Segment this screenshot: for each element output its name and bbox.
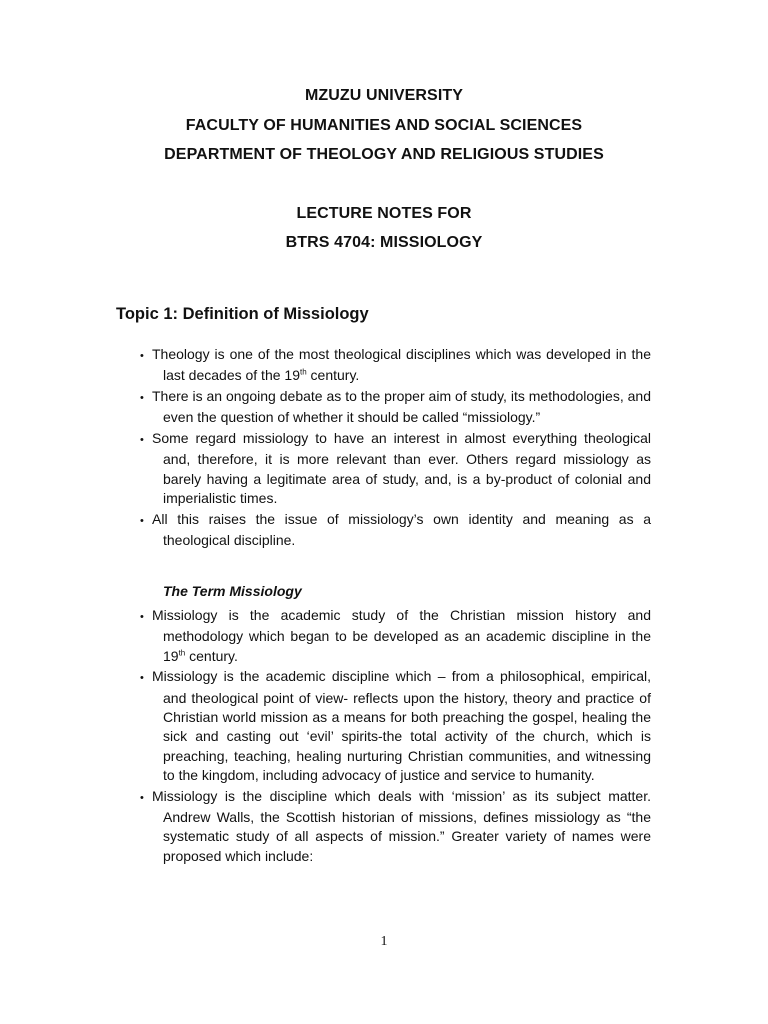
page-number: 1: [380, 934, 388, 949]
list-item: •Some regard missiology to have an interest in almost everything theological and, therefore, it is more relevant than ever. Others regard missiology as barely having a legitimate area of study, and, is a by-product of colonial and imperialistic times.: [163, 429, 651, 508]
term-missiology-heading: The Term Missiology: [163, 583, 302, 599]
bullet-icon: [140, 512, 152, 531]
bullet-icon: [140, 347, 152, 366]
course-code-title: BTRS 4704: MISSIOLOGY: [285, 234, 483, 251]
list-item: •Theology is one of the most theological disciplines which was developed in the last decades of the 19th century.: [163, 345, 651, 386]
bullet-icon: [140, 608, 152, 627]
topic-title: Topic 1: Definition of Missiology: [116, 305, 369, 323]
list-item: •There is an ongoing debate as to the proper aim of study, its methodologies, and even the question of whether it should be called “missiology.”: [163, 387, 651, 428]
list-item: •Missiology is the discipline which deals with ‘mission’ as its subject matter. Andrew Walls, the Scottish historian of missions, defines missiology as “the systematic study of all aspects of mission.” Greater variety of names were proposed which include:: [163, 787, 651, 866]
university-name: MZUZU UNIVERSITY: [304, 87, 464, 104]
bullet-icon: [140, 389, 152, 408]
bullet-icon: [140, 669, 152, 688]
lecture-notes-title: LECTURE NOTES FOR: [296, 205, 472, 222]
faculty-name: FACULTY OF HUMANITIES AND SOCIAL SCIENCES: [185, 117, 583, 134]
term-bullet-list: [0, 606, 651, 867]
intro-bullet-list: [0, 345, 651, 552]
list-item: •Missiology is the academic discipline which – from a philosophical, empirical, and theological point of view- reflects upon the history, theory and practice of Christian world mission as a means for both preaching the gospel, healing the sick and casting out ‘evil’ spirits-the total activity of the church, which is preaching, teaching, healing nurturing Christian communities, and witnessing to the kingdom, including advocacy of justice and service to humanity.: [163, 667, 651, 785]
department-name: DEPARTMENT OF THEOLOGY AND RELIGIOUS STUDIES: [164, 146, 604, 163]
list-item: •All this raises the issue of missiology’s own identity and meaning as a theological discipline.: [163, 510, 651, 551]
bullet-icon: [140, 431, 152, 450]
bullet-icon: [140, 789, 152, 808]
list-item: •Missiology is the academic study of the Christian mission history and methodology which began to be developed as an academic discipline in the 19th century.: [163, 606, 651, 666]
